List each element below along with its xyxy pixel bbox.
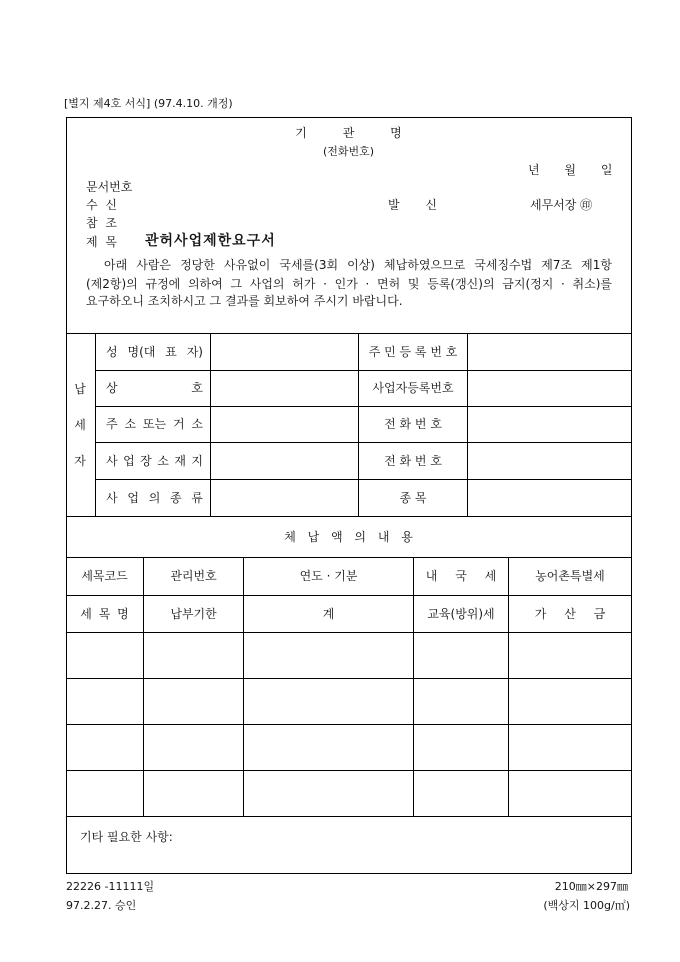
sender-label: 발 신 <box>388 198 437 212</box>
remarks-label: 기타 필요한 사항: <box>80 830 173 844</box>
arrears-cell <box>243 724 413 770</box>
business-location-label <box>95 442 210 479</box>
business-reg-number-label <box>358 370 467 406</box>
resident-number-value <box>467 333 631 370</box>
paper-size: 210㎜×297㎜ <box>554 880 628 893</box>
header-due-date: 납부기한 <box>143 595 243 632</box>
label-text: 사업자등록번호 <box>372 381 454 395</box>
header-tax-code: 세목코드 <box>66 557 143 595</box>
arrears-cell <box>143 632 243 678</box>
header-rural-special-tax: 농어촌특별세 <box>508 557 631 595</box>
document-number-label: 문서번호 <box>86 180 133 194</box>
body-line: (제2항)의 규정에 의하여 그 사업의 허가 · 인가 · 면허 및 등록(갱신)의 금지(정지 · 취소)를 <box>86 277 612 291</box>
form-header: [별지 제4호 서식] (97.4.10. 개정) <box>64 97 233 110</box>
business-name-value <box>210 370 358 406</box>
arrears-cell <box>66 724 143 770</box>
business-type-label <box>95 479 210 516</box>
arrears-cell <box>413 678 508 724</box>
sender-value: 세무서장 ㊞ <box>530 198 593 212</box>
subject-label: 제 목 <box>86 235 117 249</box>
business-type-value <box>210 479 358 516</box>
phone-value <box>467 406 631 442</box>
address-label <box>95 406 210 442</box>
arrears-cell <box>66 678 143 724</box>
body-line: 요구하오니 조치하시고 그 결과를 회보하여 주시기 바랍니다. <box>86 294 403 308</box>
label-text: 종 목 <box>399 490 427 505</box>
header-national-tax: 내 국 세 <box>413 557 508 595</box>
remarks-section <box>66 816 631 873</box>
arrears-cell <box>508 632 631 678</box>
taxpayer-name-label <box>95 333 210 370</box>
business-item-label <box>358 479 467 516</box>
arrears-cell <box>508 724 631 770</box>
business-phone-value <box>467 442 631 479</box>
header-education-tax: 교육(방위)세 <box>413 595 508 632</box>
business-location-value <box>210 442 358 479</box>
side-label-char: 세 <box>74 418 86 432</box>
agency-phone: (전화번호) <box>322 145 375 158</box>
business-item-value <box>467 479 631 516</box>
arrears-title: 체 납 액 의 내 용 <box>66 516 631 557</box>
arrears-cell <box>413 770 508 816</box>
arrears-cell <box>143 770 243 816</box>
business-name-label <box>95 370 210 406</box>
label-text: 전 화 번 호 <box>384 417 442 431</box>
label-text: 전 화 번 호 <box>384 453 442 468</box>
form-code: 22226 -11111일 <box>66 880 155 893</box>
arrears-cell <box>243 678 413 724</box>
paper-type: (백상지 100g/㎡) <box>543 899 630 912</box>
arrears-cell <box>413 724 508 770</box>
recipient-label: 수 신 <box>86 198 117 212</box>
label-text: 사 업 의 종 류 <box>106 490 203 505</box>
side-label-char: 납 <box>74 382 86 396</box>
arrears-cell <box>66 632 143 678</box>
label-text: 성 명(대 표 자) <box>106 344 203 359</box>
arrears-cell <box>508 678 631 724</box>
reference-label: 참 조 <box>86 216 117 230</box>
business-phone-label <box>358 442 467 479</box>
taxpayer-name-value <box>210 333 358 370</box>
header-total: 계 <box>243 595 413 632</box>
agency-name: 기 관 명 <box>295 126 402 140</box>
label-text: 상 호 <box>106 381 203 395</box>
address-value <box>210 406 358 442</box>
arrears-cell <box>413 632 508 678</box>
header-year-period: 연도 · 기분 <box>243 557 413 595</box>
label-text: 사 업 장 소 재 지 <box>106 453 203 468</box>
label-text: 주 소 또는 거 소 <box>106 417 203 431</box>
resident-number-label <box>358 333 467 370</box>
arrears-cell <box>66 770 143 816</box>
business-reg-number-value <box>467 370 631 406</box>
document-date: 년 월 일 <box>528 163 613 177</box>
arrears-cell <box>243 632 413 678</box>
subject-title: 관허사업제한요구서 <box>145 233 276 249</box>
taxpayer-side-label <box>66 333 95 516</box>
side-label-char: 자 <box>74 454 86 468</box>
header-tax-name: 세 목 명 <box>66 595 143 632</box>
phone-label <box>358 406 467 442</box>
approval-date: 97.2.27. 승인 <box>66 899 137 912</box>
arrears-cell <box>508 770 631 816</box>
arrears-cell <box>143 678 243 724</box>
arrears-cell <box>143 724 243 770</box>
body-line: 아래 사람은 정당한 사유없이 국세를(3회 이상) 체납하였으므로 국세징수법 제7조 제1항 <box>104 258 612 272</box>
arrears-cell <box>243 770 413 816</box>
header-management-number: 관리번호 <box>143 557 243 595</box>
label-text: 주 민 등 록 번 호 <box>368 344 458 359</box>
header-penalty: 가 산 금 <box>508 595 631 632</box>
